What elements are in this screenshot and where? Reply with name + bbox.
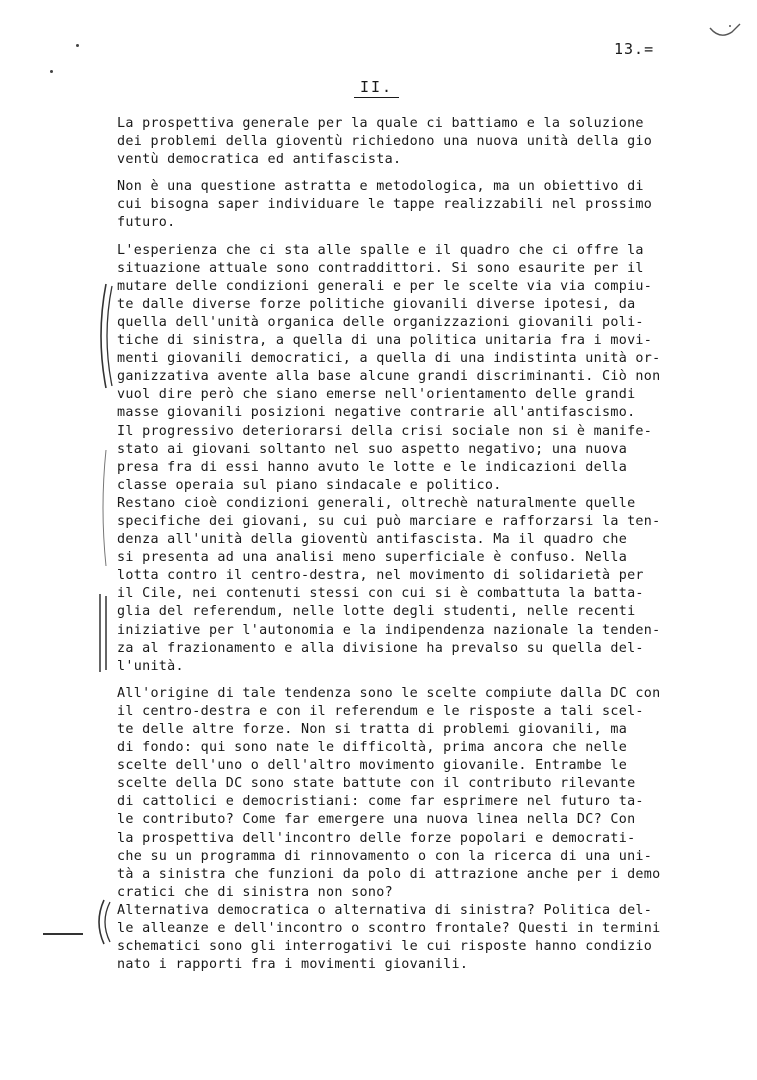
page-number: 13.= xyxy=(614,40,655,58)
text-line: quella dell'unità organica delle organizzazioni giovanili poli- xyxy=(117,314,644,330)
text-line: masse giovanili posizioni negative contrarie all'antifascismo. xyxy=(117,405,636,421)
text-line: scelte della DC sono state battute con il contributo rilevante xyxy=(117,776,636,792)
text-line: iniziative per l'autonomia e la indipendenza nazionale la tenden- xyxy=(117,622,661,638)
corner-pen-mark xyxy=(708,20,744,42)
text-line: di cattolici e democristiani: come far esprimere nel futuro ta- xyxy=(117,794,644,810)
paragraph xyxy=(117,685,717,975)
text-line: All'origine di tale tendenza sono le scelte compiute dalla DC con xyxy=(117,685,661,701)
text-line: mutare delle condizioni generali e per le scelte via via compiu- xyxy=(117,278,653,294)
paragraph xyxy=(117,115,717,169)
text-line: te delle altre forze. Non si tratta di problemi giovanili, ma xyxy=(117,722,628,737)
text-line: stato ai giovani soltanto nel suo aspetto negativo; una nuova xyxy=(117,441,628,457)
text-line: il Cile, nei contenuti stessi con cui si è combattuta la batta- xyxy=(117,586,644,602)
text-line: situazione attuale sono contraddittori. Si sono esaurite per il xyxy=(117,260,644,276)
text-line: cui bisogna saper individuare le tappe realizzabili nel prossimo xyxy=(117,197,653,213)
text-line: lotta contro il centro-destra, nel movimento di solidarietà per xyxy=(117,568,644,584)
paragraph xyxy=(117,178,717,232)
margin-dash-mark xyxy=(43,933,83,935)
margin-bracket-mark xyxy=(92,282,116,390)
text-line: le alleanze e dell'incontro o scontro frontale? Questi in termini xyxy=(117,921,661,937)
text-line: presa fra di essi hanno avuto le lotte e le indicazioni della xyxy=(117,459,628,475)
text-line: vuol dire però che siano emerse nell'orientamento delle grandi xyxy=(117,387,636,403)
text-line: ganizzativa avente alla base alcune grandi discriminanti. Ciò non xyxy=(117,369,661,385)
text-line: specifiche dei giovani, su cui può marciare e rafforzarsi la ten- xyxy=(117,513,661,529)
text-line: La prospettiva generale per la quale ci battiamo e la soluzione xyxy=(117,116,644,131)
text-line: tà a sinistra che funzioni da polo di attrazione anche per i demo xyxy=(117,866,661,882)
text-line: il centro-destra e con il referendum e le risposte a tali scel- xyxy=(117,703,644,719)
text-line: Il progressivo deteriorarsi della crisi sociale non si è manife- xyxy=(117,423,653,439)
text-line: di fondo: qui sono nate le difficoltà, prima ancora che nelle xyxy=(117,740,628,756)
document-body xyxy=(117,115,717,983)
text-line: Alternativa democratica o alternativa di sinistra? Politica del- xyxy=(117,902,653,918)
text-line: nato i rapporti fra i movimenti giovanili. xyxy=(117,957,469,973)
text-line: le contributo? Come far emergere una nuova linea nella DC? Con xyxy=(117,812,636,828)
stray-mark xyxy=(50,70,53,73)
text-line: dei problemi della gioventù richiedono una nuova unità della gio xyxy=(117,134,653,150)
margin-bracket-mark xyxy=(98,448,112,568)
text-line: denza all'unità della gioventù antifascista. Ma il quadro che xyxy=(117,532,628,548)
text-line: la prospettiva dell'incontro delle forze popolari e democrati- xyxy=(117,830,636,846)
margin-bracket-mark xyxy=(90,898,116,946)
text-line: L'esperienza che ci sta alle spalle e il quadro che ci offre la xyxy=(117,242,644,258)
section-heading: II. xyxy=(354,78,399,98)
text-line: Restano cioè condizioni generali, oltrechè naturalmente quelle xyxy=(117,495,636,511)
text-line: za al frazionamento e alla divisione ha prevalso su quella del- xyxy=(117,640,644,656)
margin-bracket-mark xyxy=(94,592,116,674)
text-line: futuro. xyxy=(117,215,176,231)
text-line: menti giovanili democratici, a quella di una indistinta unità or- xyxy=(117,351,661,367)
stray-mark xyxy=(76,44,79,47)
text-line: cratici che di sinistra non sono? xyxy=(117,884,393,900)
text-line: si presenta ad una analisi meno superficiale è confuso. Nella xyxy=(117,550,628,566)
text-line: schematici sono gli interrogativi le cui risposte hanno condizio xyxy=(117,939,653,955)
text-line: scelte dell'uno o dell'altro movimento giovanile. Entrambe le xyxy=(117,758,628,774)
text-line: tiche di sinistra, a quella di una politica unitaria fra i movi- xyxy=(117,333,653,349)
text-line: classe operaia sul piano sindacale e politico. xyxy=(117,477,502,493)
text-line: ventù democratica ed antifascista. xyxy=(117,152,402,168)
text-line: che su un programma di rinnovamento o con la ricerca di una uni- xyxy=(117,848,653,864)
paragraph xyxy=(117,242,717,676)
text-line: te dalle diverse forze politiche giovanili diverse ipotesi, da xyxy=(117,296,636,312)
text-line: Non è una questione astratta e metodologica, ma un obiettivo di xyxy=(117,179,644,195)
text-line: l'unità. xyxy=(117,658,184,674)
text-line: glia del referendum, nelle lotte degli studenti, nelle recenti xyxy=(117,604,636,620)
